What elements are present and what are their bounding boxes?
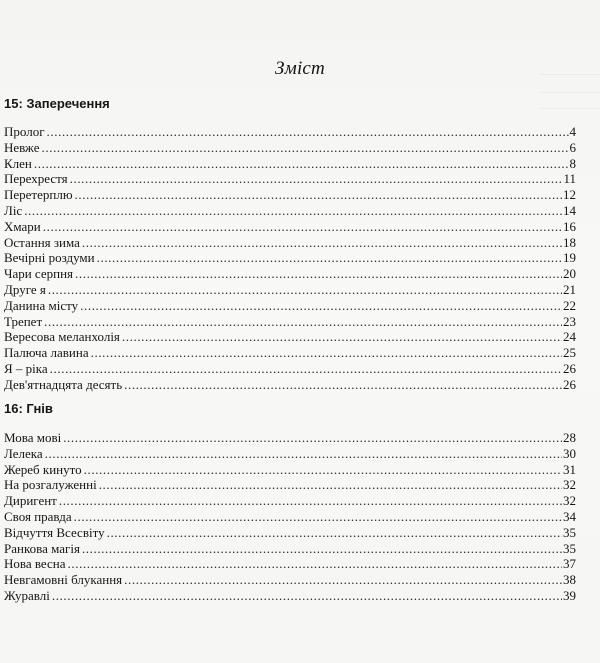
dot-leader — [122, 329, 562, 345]
toc-entry-page: 16 — [563, 218, 576, 234]
toc-entry-title: Журавлі — [4, 587, 50, 603]
dot-leader — [82, 235, 562, 251]
toc-entry[interactable] — [4, 266, 576, 282]
toc-entry-title: Пролог — [4, 124, 45, 139]
toc-entry-page: 39 — [563, 587, 576, 603]
toc-list-section-15 — [4, 124, 576, 393]
toc-entry-title: Перетерплю — [4, 187, 73, 203]
toc-entry-page: 14 — [563, 202, 576, 218]
toc-entry-title: Хмари — [4, 218, 41, 234]
toc-entry-title: Остання зима — [4, 234, 80, 250]
toc-entry-page: 21 — [563, 281, 576, 297]
toc-entry-page: 28 — [563, 430, 576, 445]
toc-entry-title: Ліс — [4, 202, 23, 218]
toc-entry-page: 30 — [563, 445, 576, 461]
dot-leader — [124, 572, 562, 588]
toc-entry-title: Мова мові — [4, 430, 62, 445]
toc-entry[interactable] — [4, 525, 576, 541]
dot-leader — [63, 430, 562, 446]
toc-entry-title: Невже — [4, 139, 40, 155]
dot-leader — [107, 525, 562, 541]
toc-entry[interactable] — [4, 156, 576, 172]
section-heading-15: 15: Заперечення — [4, 96, 110, 111]
dot-leader — [50, 361, 562, 377]
toc-entry[interactable] — [4, 235, 576, 251]
toc-entry[interactable] — [4, 588, 576, 604]
dot-leader — [47, 124, 569, 140]
toc-entry[interactable] — [4, 187, 576, 203]
page-title: Зміст — [275, 58, 325, 79]
dot-leader — [124, 377, 562, 393]
toc-entry-page: 34 — [563, 508, 576, 524]
toc-entry[interactable] — [4, 298, 576, 314]
dot-leader — [43, 219, 562, 235]
toc-entry-page: 4 — [569, 124, 576, 139]
toc-entry[interactable] — [4, 430, 576, 446]
toc-entry[interactable] — [4, 572, 576, 588]
toc-entry[interactable] — [4, 140, 576, 156]
toc-entry-title: Лелека — [4, 445, 43, 461]
toc-entry-title: Диригент — [4, 493, 57, 509]
toc-entry-page: 26 — [563, 360, 576, 376]
show-through-line — [540, 92, 600, 93]
toc-entry[interactable] — [4, 203, 576, 219]
toc-entry-title: Палюча лавина — [4, 345, 89, 361]
dot-leader — [74, 509, 562, 525]
toc-entry-page: 35 — [563, 540, 576, 556]
dot-leader — [80, 298, 562, 314]
dot-leader — [75, 266, 562, 282]
toc-entry-page: 26 — [563, 376, 576, 392]
dot-leader — [24, 203, 562, 219]
dot-leader — [97, 250, 562, 266]
toc-entry[interactable] — [4, 314, 576, 330]
toc-entry-page: 22 — [563, 297, 576, 313]
dot-leader — [68, 556, 562, 572]
toc-entry-title: Своя правда — [4, 508, 72, 524]
toc-entry-page: 35 — [563, 524, 576, 540]
toc-entry-title: Нова весна — [4, 556, 66, 572]
show-through-line — [540, 108, 600, 109]
toc-entry-title: Вересова меланхолія — [4, 329, 120, 345]
toc-entry[interactable] — [4, 462, 576, 478]
dot-leader — [42, 140, 569, 156]
toc-entry[interactable] — [4, 509, 576, 525]
toc-entry[interactable] — [4, 124, 576, 140]
toc-entry-title: Дев'ятнадцята десять — [4, 376, 123, 392]
dot-leader — [84, 462, 562, 478]
dot-leader — [82, 541, 562, 557]
toc-entry-page: 18 — [563, 234, 576, 250]
toc-entry[interactable] — [4, 377, 576, 393]
toc-entry[interactable] — [4, 282, 576, 298]
toc-entry[interactable] — [4, 250, 576, 266]
dot-leader — [44, 314, 562, 330]
toc-entry-title: На розгалуженні — [4, 477, 97, 493]
dot-leader — [99, 477, 562, 493]
dot-leader — [70, 171, 563, 187]
section-heading-16: 16: Гнів — [4, 401, 53, 416]
toc-entry-title: Я – ріка — [4, 360, 48, 376]
toc-entry-title: Вечірні роздуми — [4, 250, 95, 266]
toc-entry-page: 32 — [563, 493, 576, 509]
dot-leader — [34, 156, 569, 172]
toc-entry[interactable] — [4, 345, 576, 361]
dot-leader — [75, 187, 562, 203]
toc-entry[interactable] — [4, 493, 576, 509]
toc-entry-page: 20 — [563, 266, 576, 282]
toc-entry[interactable] — [4, 446, 576, 462]
toc-entry-title: Перехрестя — [4, 171, 68, 187]
toc-entry-title: Жереб кинуто — [4, 461, 82, 477]
toc-entry-title: Відчуття Всесвіту — [4, 524, 105, 540]
toc-entry-page: 12 — [563, 187, 576, 203]
toc-entry[interactable] — [4, 171, 576, 187]
dot-leader — [45, 446, 562, 462]
dot-leader — [91, 345, 562, 361]
toc-entry-title: Чари серпня — [4, 266, 74, 282]
toc-entry-title: Ранкова магія — [4, 540, 80, 556]
toc-entry[interactable] — [4, 361, 576, 377]
toc-entry-title: Клен — [4, 155, 32, 171]
toc-entry-page: 38 — [563, 572, 576, 588]
toc-entry-title: Друге я — [4, 281, 46, 297]
dot-leader — [48, 282, 562, 298]
toc-entry[interactable] — [4, 219, 576, 235]
toc-entry-page: 32 — [563, 477, 576, 493]
dot-leader — [59, 493, 562, 509]
toc-entry-page: 31 — [563, 461, 576, 477]
toc-list-section-16 — [4, 430, 576, 604]
toc-entry-page: 8 — [569, 155, 576, 171]
toc-entry-title: Невгамовні блукання — [4, 572, 123, 588]
toc-entry-page: 25 — [563, 345, 576, 361]
toc-entry-page: 19 — [563, 250, 576, 266]
toc-entry[interactable] — [4, 556, 576, 572]
dot-leader — [52, 588, 562, 604]
toc-entry[interactable] — [4, 477, 576, 493]
toc-entry-page: 37 — [563, 556, 576, 572]
toc-entry[interactable] — [4, 541, 576, 557]
toc-entry-page: 24 — [563, 329, 576, 345]
toc-entry-page: 6 — [569, 139, 576, 155]
toc-entry[interactable] — [4, 329, 576, 345]
toc-entry-title: Трепет — [4, 313, 43, 329]
toc-entry-page: 23 — [563, 313, 576, 329]
toc-entry-page: 11 — [563, 171, 576, 187]
toc-entry-title: Данина місту — [4, 297, 79, 313]
